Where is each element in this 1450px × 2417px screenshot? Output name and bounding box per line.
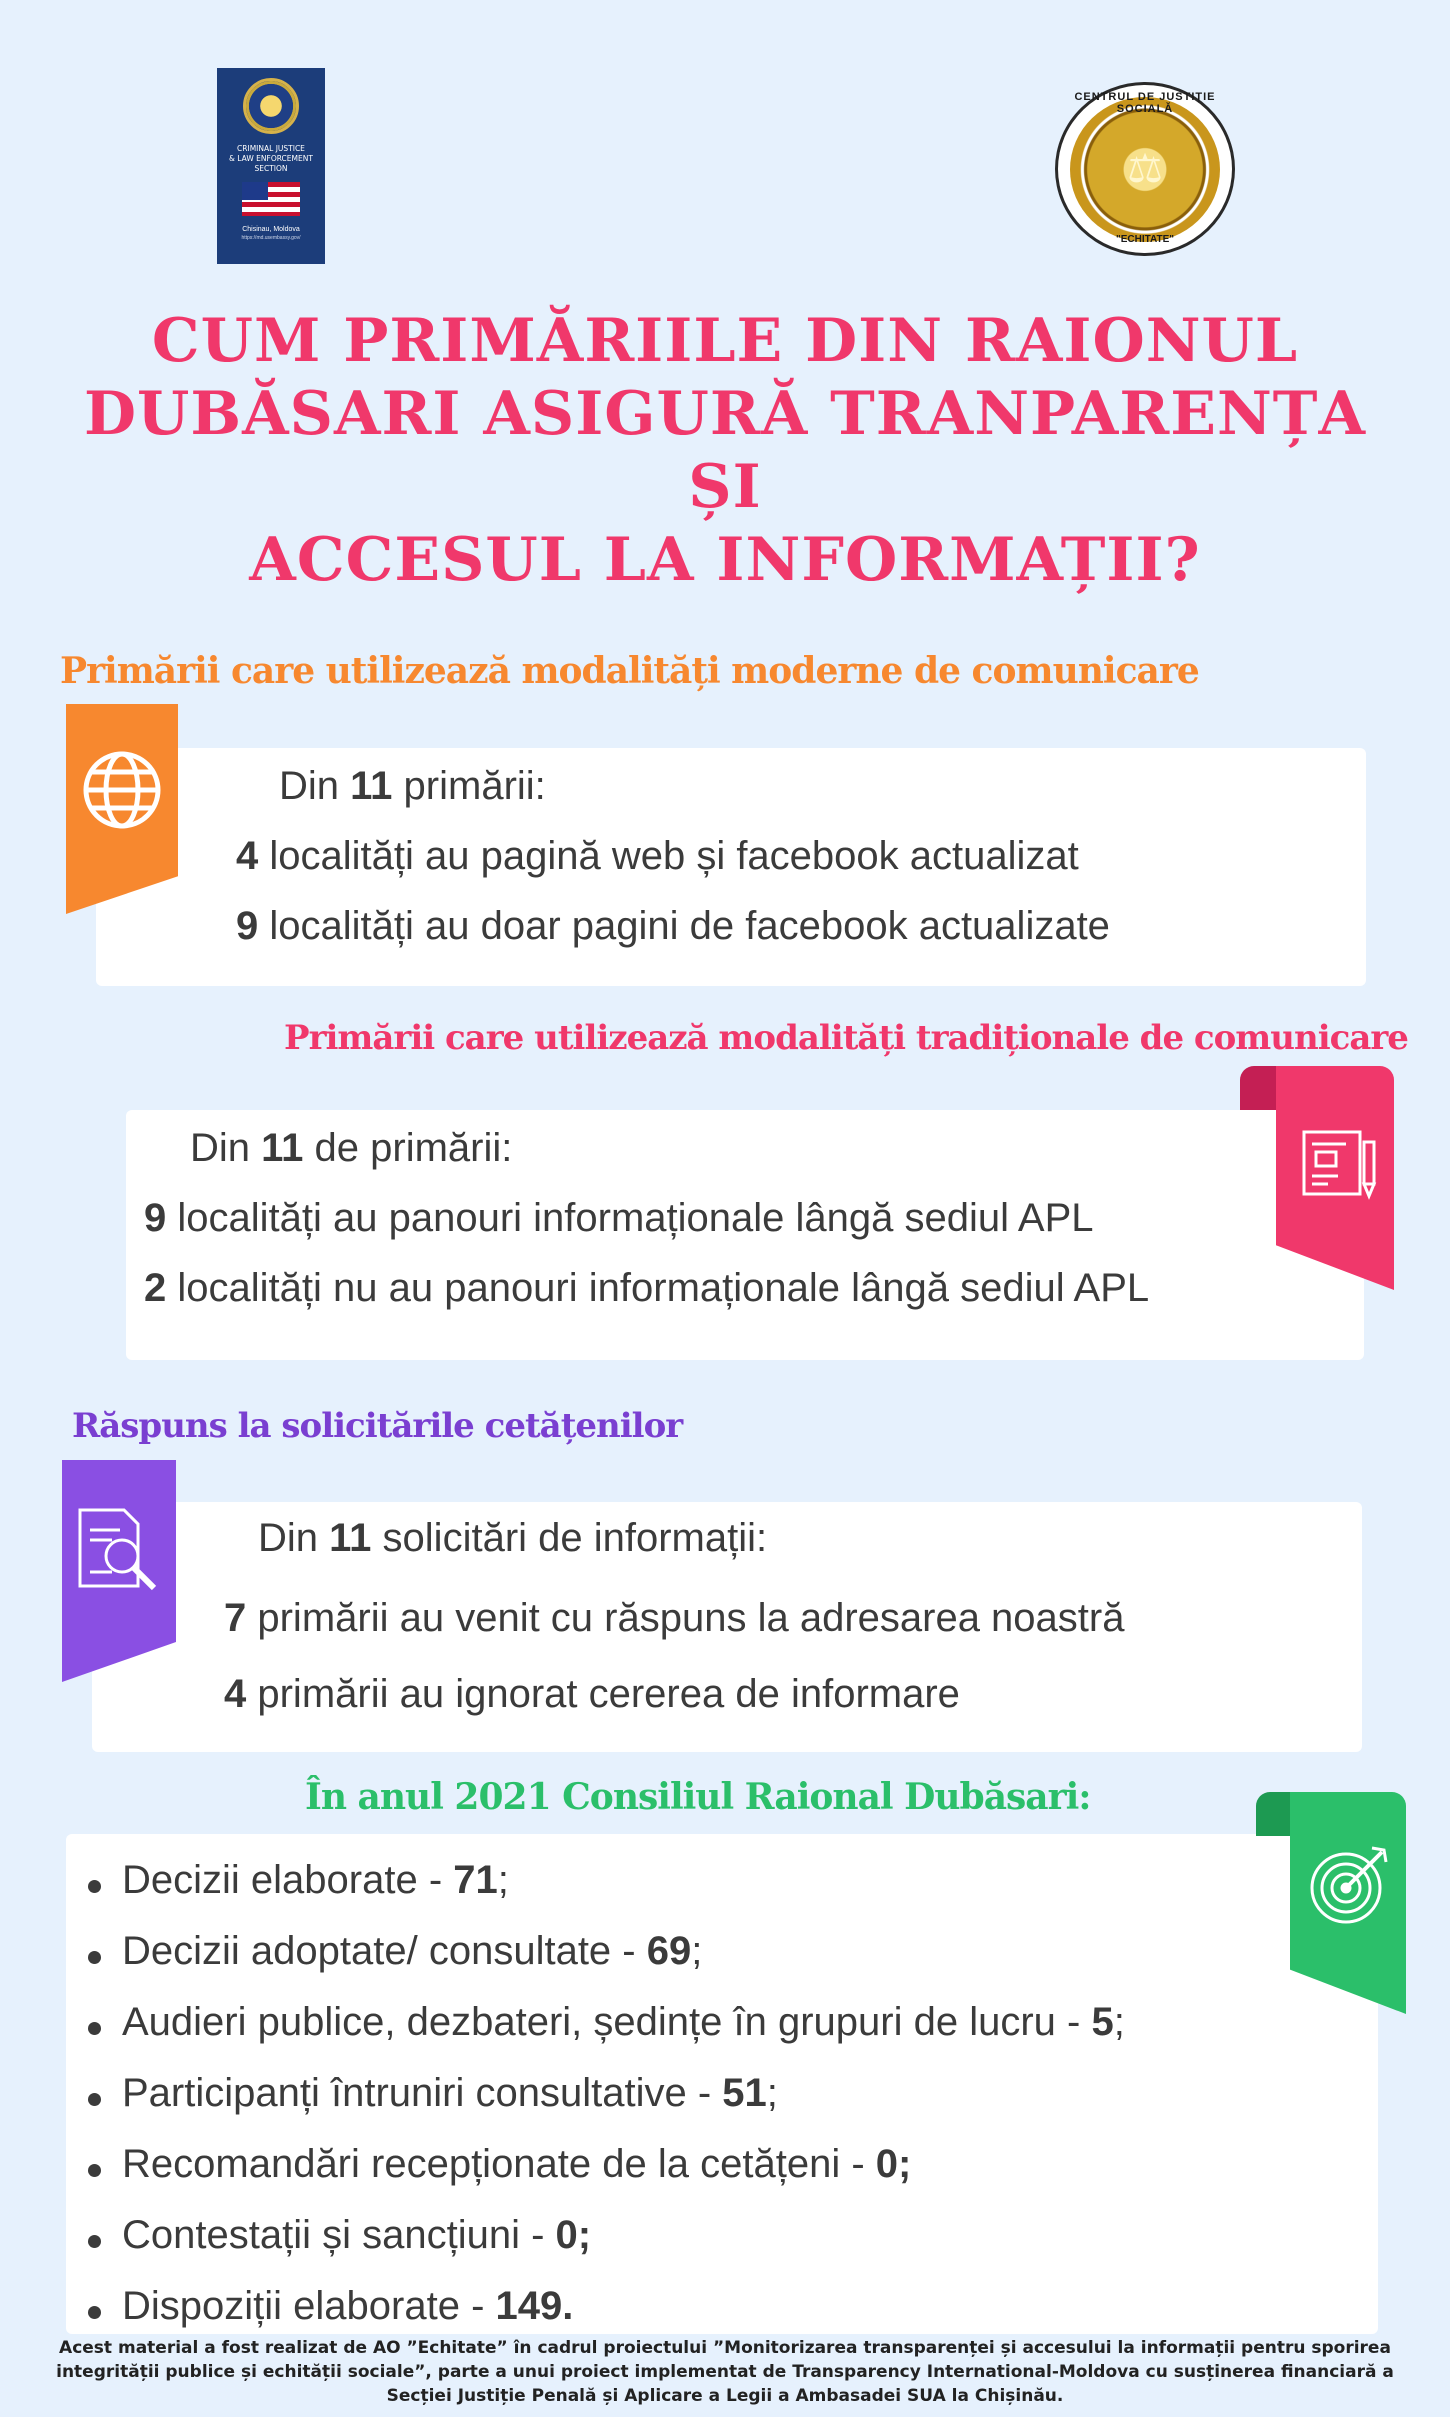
bullet-dot	[88, 2235, 101, 2248]
section-traditional-item: 2 localități nu au panouri informaționale lângă sediul APL	[144, 1266, 1150, 1310]
section-traditional-intro: Din 11 de primării:	[190, 1126, 513, 1170]
blueprint-icon	[1298, 1122, 1382, 1206]
logo-left-city: Chisinau, Moldova	[242, 226, 300, 233]
council-stat-item: Contestații și sancțiuni - 0;	[122, 2213, 592, 2257]
cjles-logo	[217, 68, 325, 264]
bullet-dot	[88, 2093, 101, 2106]
section-council-ribbon	[1256, 1792, 1408, 2014]
target-icon	[1306, 1838, 1396, 1928]
council-stat-item: Audieri publice, dezbateri, ședințe în grupuri de lucru - 5;	[122, 2000, 1125, 2044]
section-modern-item: 9 localități au doar pagini de facebook actualizate	[236, 904, 1110, 948]
bullet-dot	[88, 2306, 101, 2319]
page-title: CUM PRIMĂRIILE DIN RAIONUL DUBĂSARI ASIGURĂ TRANPARENȚA ȘI ACCESUL LA INFORMAȚII?	[84, 306, 1366, 595]
section-requests-intro: Din 11 solicitări de informații:	[258, 1516, 768, 1560]
council-stat-item: Dispoziții elaborate - 149.	[122, 2284, 574, 2328]
section-traditional-card	[126, 1110, 1364, 1360]
echitate-logo-bottom-text: "ECHITATE"	[1116, 234, 1174, 245]
justice-scales-icon: ⚖	[1070, 97, 1220, 242]
bullet-dot	[88, 2164, 101, 2177]
council-stat-item: Participanți întruniri consultative - 51;	[122, 2071, 778, 2115]
footer-note: Acest material a fost realizat de AO ”Echitate” în cadrul proiectului ”Monitorizarea transparenței și accesului la informații pentru sporirea integrității publice și echității sociale”, parte a unui proiect implementat de Transparency International-Moldova cu susținerea financiară a Secției Justiție Penală și Aplicare a Legii a Ambasadei SUA la Chișinău.	[56, 2338, 1394, 2406]
logo-left-url: https://md.usembassy.gov/	[241, 235, 301, 241]
us-flag-icon	[242, 182, 300, 216]
section-requests-ribbon	[62, 1460, 214, 1682]
council-stat-item: Decizii adoptate/ consultate - 69;	[122, 1929, 703, 1973]
bullet-dot	[88, 1951, 101, 1964]
logo-left-text: CRIMINAL JUSTICE & LAW ENFORCEMENT SECTION	[229, 144, 313, 173]
document-search-icon	[72, 1500, 172, 1600]
section-modern-title: Primării care utilizează modalități moderne de comunicare	[60, 650, 1199, 692]
section-requests-title: Răspuns la solicitările cetățenilor	[72, 1406, 683, 1446]
section-modern-intro: Din 11 primării:	[279, 764, 546, 808]
bullet-dot	[88, 2022, 101, 2035]
section-traditional-title: Primării care utilizează modalități tradiționale de comunicare	[284, 1018, 1408, 1058]
section-traditional-ribbon	[1240, 1066, 1396, 1290]
section-requests-card	[92, 1502, 1362, 1752]
echitate-logo	[1055, 82, 1235, 256]
bullet-dot	[88, 1880, 101, 1893]
globe-icon	[80, 748, 164, 832]
section-requests-item: 4 primării au ignorat cererea de informare	[224, 1672, 960, 1716]
section-council-card	[66, 1834, 1378, 2334]
echitate-logo-top-text: CENTRUL DE JUSTIȚIE SOCIALĂ	[1074, 91, 1216, 115]
section-modern-card	[96, 748, 1366, 986]
council-stat-item: Decizii elaborate - 71;	[122, 1858, 509, 1902]
section-modern-ribbon	[66, 704, 212, 914]
section-council-title: În anul 2021 Consiliul Raional Dubăsari:	[305, 1776, 1091, 1818]
section-traditional-item: 9 localități au panouri informaționale lângă sediul APL	[144, 1196, 1094, 1240]
section-modern-item: 4 localități au pagină web și facebook actualizat	[236, 834, 1079, 878]
council-stat-item: Recomandări recepționate de la cetățeni - 0;	[122, 2142, 912, 2186]
section-requests-item: 7 primării au venit cu răspuns la adresarea noastră	[224, 1596, 1125, 1640]
doj-seal-icon	[243, 78, 299, 134]
